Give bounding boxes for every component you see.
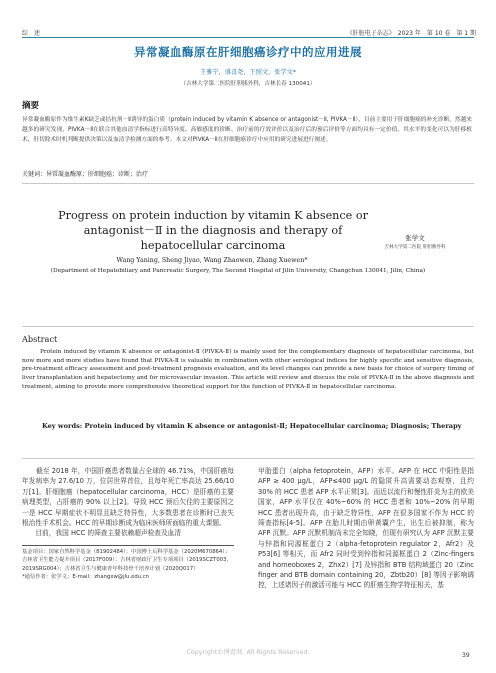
body-right-column: 甲胎蛋白（alpha fetoprotein，AFP）水平。AFP 在 HCC 中阳性是指 AFP ≥ 400 μg/L，AFP≤400 μg/L 的隐匿升高需要动态观察，且约 30% 的 HCC 患者 AFP 水平正常[3]。而近以流行和慢性肝炎为主的欧美国家，AFP 水平仅在 40%~60% 的 HCC 患者和 10%~20% 的早期 HCC 患者出现升高，由于缺乏特异性，AFP 在很多国家不作为 HCC 的筛查指标[4-5]。AFP 在胎儿时期由卵黄囊产生，出生后被抑制，称为 AFP 沉默。AFP 沉默机制尚未完全知晓，但现有研究认为 AFP 沉默主要与锌指和同源框蛋白 2（alpha-fetoprotein regulator 2，Afr2）及 P53[6] 等相关，而 Afr2 同时受到锌指和同源框蛋白 2（Zinc-fingers and homeoboxes 2，Zhx2）[7] 及锌指和 BTB 结构域蛋白 20（Zinc finger and BTB domain containing 20，Zbtb20）[8] 等因子影响调控，上述诸因子的激活可能与 HCC 的肝癌生物学特征相关，基	[258, 467, 474, 590]
funding-footnote: 基金项目：国家自然科学基金（81902484）；中国博士后科学基金（2020M670864）；吉林省卫生能力提升项目（2017F009）；吉林省财政厅卫生专项项目（2019SCZT003，2019SRG004）；吉林省卫生与健康青年科技骨干培养计划（2020Q017） *通信作者：张学文；E-mail：zhangxw@jlu.edu.cn	[22, 549, 232, 580]
abstract-heading-cn: 摘要	[22, 101, 40, 111]
author-photo-name: 张学文	[405, 234, 425, 242]
page-title-cn: 异常凝血酶原在肝细胞癌诊疗中的应用进展	[134, 45, 362, 59]
page-title-en: Progress on protein induction by vitamin K absence or antagonist－Ⅱ in the diagnosis and therapy of hepatocellular carcinoma	[58, 209, 368, 252]
page-number: 39	[462, 652, 470, 659]
authors-cn: 王雅宁，盛喜尧，王照文，张学文*	[200, 69, 296, 76]
abstract-text-en: Protein induced by vitamin K absence or antagonist-Ⅱ (PIVKA-Ⅱ) is mainly used for the complementary diagnosis of hepatocellular carcinoma, but now more and more studies have found that PIVKA-Ⅱ is valuable in combination with other serological indices for highly specific and sensitive diagnosis, pre-treatment efficacy assessment and post-treatment prognosis evaluation, and its level changes can provide a new basis for choice of surgery timing of liver transplantation and hepatectomy and for microvascular invasion. This article will review and discuss the role of PIVKA-Ⅱ in the above diagnosis and treatment, aiming to provide more comprehensive theoretical support for the function of PIVKA-Ⅱ in hepatocellular carcinoma.	[22, 349, 474, 390]
abstract-heading-en: Abstract	[22, 334, 58, 344]
divider	[22, 183, 474, 184]
section-label: 综 述	[22, 30, 41, 37]
author-photo	[394, 205, 436, 225]
affiliation-cn: （吉林大学第二医院肝胆胰外科，吉林长春 130041）	[180, 81, 316, 87]
authors-en: Wang Yaning, Sheng Jiyao, Wang Zhaowen, Zhang Xuewen*	[116, 257, 308, 264]
keywords-en: Key words: Protein induced by vitamin K absence or antagonist-Ⅱ; Hepatocellular carcinoma; Diagnosis; Therapy	[42, 422, 462, 430]
body-left-column: 截至 2018 年，中国肝癌患者数量占全球的 46.71%，中国肝癌每年发病率为 27.6/10 万，位居世界首位，且每年死亡率高达 25.66/10 万[1]。肝细胞癌（hepatocellular carcinoma，HCC）是肝癌的主要病理类型，占肝癌的 90% 以上[2]。导致 HCC 预后欠佳的主要原因之一是 HCC 早期症状不明显且缺乏特异性，大多数患者在诊断时已丧失根治性手术机会。HCC 的早期诊断成为临床医师所面临的重大课题。 目前，我国 HCC 的筛查主要依赖超声检查及血清	[22, 467, 234, 538]
divider	[22, 326, 474, 327]
copyright-watermark: Copyright©博看网. All Rights Reserved.	[186, 649, 310, 656]
affiliation-en: (Department of Hepatobiliary and Pancreatic Surgery, The Second Hospital of Jilin University, Changchun 130041, Jilin, China)	[50, 268, 426, 274]
divider	[22, 458, 474, 459]
header-rule	[22, 37, 474, 38]
journal-header: 《肝脏电子杂志》 2023 年 第 10 卷 第 1 期	[346, 30, 476, 37]
footnote-rule	[22, 545, 234, 546]
abstract-text-cn: 异常凝血酶原作为维生素K缺乏或拮抗剂－Ⅱ诱导的蛋白质（protein induced by vitamin K absence or antagonist－Ⅱ, PIVKA－Ⅱ），目前主要用于肝细胞癌的补充诊断。然越来越多的研究发现，PIVKA－Ⅱ在联合其他血清学指标进行高特异度、高敏感度的诊断、治疗前的疗效评价以及治疗后的预后评价等方面均具有一定价值，其水平的变化可以为肝移植术、肝切除术时机判断提供决策以及血清学检测方面的参考。本文对PIVKA－Ⅱ在肝细胞癌诊疗中应用的研究进展进行阐述。	[22, 117, 472, 144]
author-photo-caption: 吉林大学第二医院 肝胆胰外科	[384, 245, 446, 250]
keywords-cn: 关键词：异常凝血酶原；肝细胞癌；诊断；治疗	[22, 171, 149, 178]
